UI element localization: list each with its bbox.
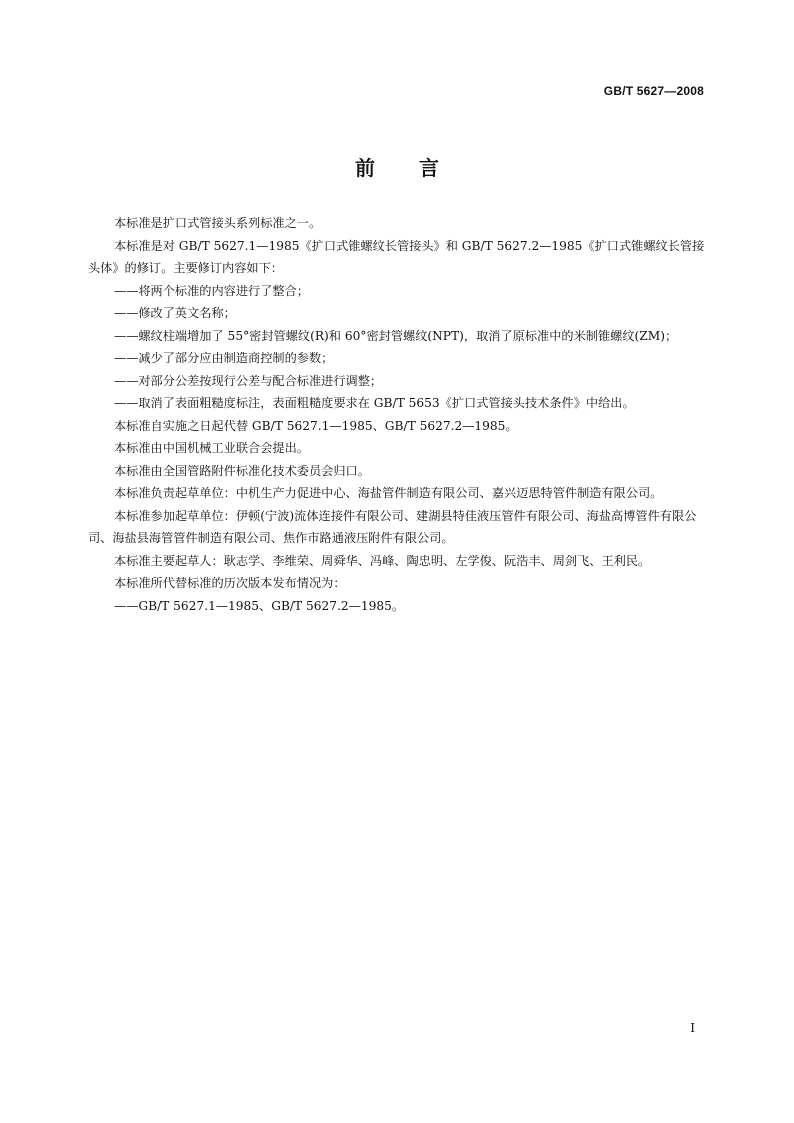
paragraph: 本标准负责起草单位：中机生产力促进中心、海盐管件制造有限公司、嘉兴迈思特管件制造有限公司。 [114, 486, 663, 500]
paragraph: 本标准主要起草人：耿志学、李维荣、周舜华、冯峰、陶忠明、左学俊、阮浩丰、周剑飞、王利民。 [114, 553, 651, 568]
list-item: ——减少了部分应由制造商控制的参数； [114, 351, 334, 365]
list-item: ——取消了表面粗糙度标注，表面粗糙度要求在 GB/T 5653《扩口式管接头技术条件》中给出。 [114, 396, 635, 410]
list-item: ——修改了英文名称； [114, 306, 236, 320]
list-item: ——螺纹柱端增加了 55°密封管螺纹(R)和 60°密封管螺纹(NPT)，取消了原标准中的米制锥螺纹(ZM)； [114, 328, 678, 343]
list-item: ——对部分公差按现行公差与配合标准进行调整； [114, 373, 383, 388]
page-number: I [690, 1021, 695, 1035]
standard-code: GB/T 5627—2008 [603, 84, 704, 98]
paragraph: 本标准由中国机械工业联合会提出。 [114, 441, 309, 455]
foreword-body [88, 212, 708, 617]
paragraph: 本标准是对 GB/T 5627.1—1985《扩口式锥螺纹长管接头》和 GB/T 5627.2—1985《扩口式锥螺纹长管接头体》的修订。主要修订内容如下： [88, 238, 705, 275]
paragraph: 本标准参加起草单位：伊顿(宁波)流体连接件有限公司、建湖县特佳液压管件有限公司、海盐高博管件有限公司、海盐县海管管件制造有限公司、焦作市路通液压附件有限公司。 [88, 508, 697, 545]
page-title: 前言 [355, 156, 483, 180]
paragraph: 本标准是扩口式管接头系列标准之一。 [114, 216, 322, 230]
list-item: ——GB/T 5627.1—1985、GB/T 5627.2—1985。 [114, 598, 405, 613]
list-item: ——将两个标准的内容进行了整合； [114, 283, 309, 298]
paragraph: 本标准由全国管路附件标准化技术委员会归口。 [114, 463, 370, 478]
paragraph: 本标准自实施之日起代替 GB/T 5627.1—1985、GB/T 5627.2—1985。 [114, 418, 518, 433]
paragraph: 本标准所代替标准的历次版本发布情况为： [114, 576, 346, 590]
